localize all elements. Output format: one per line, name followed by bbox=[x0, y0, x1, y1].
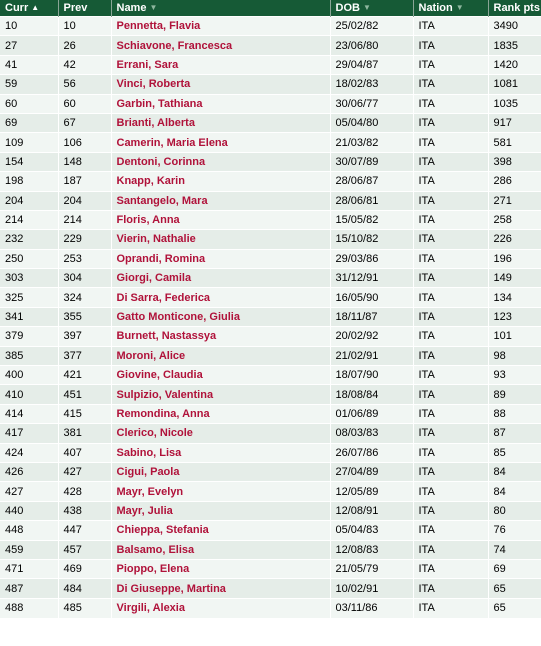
cell-curr-rank: 69 bbox=[0, 113, 58, 132]
sort-toggle-icon: ▼ bbox=[455, 3, 464, 12]
table-body bbox=[0, 17, 541, 618]
player-name-link[interactable]: Moroni, Alice bbox=[111, 346, 330, 365]
cell-curr-rank: 154 bbox=[0, 152, 58, 171]
sort-ascending-icon: ▲ bbox=[31, 3, 40, 12]
cell-curr-rank: 459 bbox=[0, 540, 58, 559]
cell-nation: ITA bbox=[413, 55, 488, 74]
cell-dob: 05/04/80 bbox=[330, 113, 413, 132]
table-row bbox=[0, 540, 541, 559]
column-header-rank-pts[interactable] bbox=[488, 0, 541, 17]
player-name-link[interactable]: Oprandi, Romina bbox=[111, 249, 330, 268]
cell-rank-points: 1420 bbox=[488, 55, 541, 74]
player-name-link[interactable]: Remondina, Anna bbox=[111, 404, 330, 423]
player-name-link[interactable]: Gatto Monticone, Giulia bbox=[111, 307, 330, 326]
cell-prev-rank: 397 bbox=[58, 327, 111, 346]
cell-rank-points: 226 bbox=[488, 230, 541, 249]
cell-curr-rank: 379 bbox=[0, 327, 58, 346]
cell-prev-rank: 469 bbox=[58, 559, 111, 578]
cell-nation: ITA bbox=[413, 249, 488, 268]
cell-rank-points: 87 bbox=[488, 424, 541, 443]
cell-nation: ITA bbox=[413, 482, 488, 501]
cell-dob: 31/12/91 bbox=[330, 269, 413, 288]
cell-curr-rank: 60 bbox=[0, 94, 58, 113]
cell-prev-rank: 56 bbox=[58, 75, 111, 94]
cell-curr-rank: 10 bbox=[0, 17, 58, 36]
player-name-link[interactable]: Chieppa, Stefania bbox=[111, 521, 330, 540]
table-row bbox=[0, 288, 541, 307]
cell-curr-rank: 27 bbox=[0, 36, 58, 55]
table-row bbox=[0, 249, 541, 268]
cell-rank-points: 1035 bbox=[488, 94, 541, 113]
player-name-link[interactable]: Vinci, Roberta bbox=[111, 75, 330, 94]
player-name-link[interactable]: Giorgi, Camila bbox=[111, 269, 330, 288]
player-name-link[interactable]: Floris, Anna bbox=[111, 210, 330, 229]
table-row bbox=[0, 269, 541, 288]
cell-rank-points: 98 bbox=[488, 346, 541, 365]
column-header-name[interactable] bbox=[111, 0, 330, 17]
table-row bbox=[0, 75, 541, 94]
cell-curr-rank: 414 bbox=[0, 404, 58, 423]
cell-curr-rank: 250 bbox=[0, 249, 58, 268]
table-row bbox=[0, 327, 541, 346]
cell-dob: 05/04/83 bbox=[330, 521, 413, 540]
cell-rank-points: 258 bbox=[488, 210, 541, 229]
player-name-link[interactable]: Pioppo, Elena bbox=[111, 559, 330, 578]
cell-prev-rank: 204 bbox=[58, 191, 111, 210]
cell-nation: ITA bbox=[413, 598, 488, 617]
cell-curr-rank: 426 bbox=[0, 462, 58, 481]
cell-dob: 10/02/91 bbox=[330, 579, 413, 598]
table-row bbox=[0, 366, 541, 385]
cell-curr-rank: 204 bbox=[0, 191, 58, 210]
cell-curr-rank: 385 bbox=[0, 346, 58, 365]
cell-dob: 16/05/90 bbox=[330, 288, 413, 307]
cell-dob: 30/07/89 bbox=[330, 152, 413, 171]
cell-rank-points: 134 bbox=[488, 288, 541, 307]
header-row bbox=[0, 0, 541, 17]
cell-dob: 23/06/80 bbox=[330, 36, 413, 55]
column-header-rank-pts-label: Rank pts bbox=[493, 2, 540, 14]
table-row bbox=[0, 152, 541, 171]
player-name-link[interactable]: Burnett, Nastassya bbox=[111, 327, 330, 346]
cell-prev-rank: 148 bbox=[58, 152, 111, 171]
cell-rank-points: 3490 bbox=[488, 17, 541, 36]
cell-rank-points: 80 bbox=[488, 501, 541, 520]
table-row bbox=[0, 404, 541, 423]
cell-curr-rank: 232 bbox=[0, 230, 58, 249]
cell-dob: 21/02/91 bbox=[330, 346, 413, 365]
cell-dob: 21/05/79 bbox=[330, 559, 413, 578]
cell-nation: ITA bbox=[413, 269, 488, 288]
cell-dob: 26/07/86 bbox=[330, 443, 413, 462]
cell-prev-rank: 427 bbox=[58, 462, 111, 481]
player-name-link[interactable]: Vierin, Nathalie bbox=[111, 230, 330, 249]
cell-dob: 15/10/82 bbox=[330, 230, 413, 249]
cell-prev-rank: 457 bbox=[58, 540, 111, 559]
cell-rank-points: 89 bbox=[488, 385, 541, 404]
cell-dob: 15/05/82 bbox=[330, 210, 413, 229]
cell-dob: 25/02/82 bbox=[330, 17, 413, 36]
table-row bbox=[0, 133, 541, 152]
player-name-link[interactable]: Errani, Sara bbox=[111, 55, 330, 74]
cell-curr-rank: 448 bbox=[0, 521, 58, 540]
cell-rank-points: 286 bbox=[488, 172, 541, 191]
cell-rank-points: 84 bbox=[488, 482, 541, 501]
player-name-link[interactable]: Schiavone, Francesca bbox=[111, 36, 330, 55]
cell-rank-points: 85 bbox=[488, 443, 541, 462]
cell-prev-rank: 484 bbox=[58, 579, 111, 598]
player-name-link[interactable]: Knapp, Karin bbox=[111, 172, 330, 191]
player-name-link[interactable]: Virgili, Alexia bbox=[111, 598, 330, 617]
cell-nation: ITA bbox=[413, 191, 488, 210]
cell-rank-points: 149 bbox=[488, 269, 541, 288]
table-row bbox=[0, 579, 541, 598]
cell-curr-rank: 325 bbox=[0, 288, 58, 307]
cell-nation: ITA bbox=[413, 230, 488, 249]
cell-rank-points: 581 bbox=[488, 133, 541, 152]
table-row bbox=[0, 501, 541, 520]
table-row bbox=[0, 36, 541, 55]
column-header-nation-label: Nation bbox=[418, 2, 453, 14]
table-row bbox=[0, 113, 541, 132]
cell-prev-rank: 381 bbox=[58, 424, 111, 443]
cell-nation: ITA bbox=[413, 501, 488, 520]
table-row bbox=[0, 424, 541, 443]
cell-rank-points: 101 bbox=[488, 327, 541, 346]
player-name-link[interactable]: Pennetta, Flavia bbox=[111, 17, 330, 36]
cell-dob: 28/06/87 bbox=[330, 172, 413, 191]
cell-nation: ITA bbox=[413, 17, 488, 36]
cell-prev-rank: 377 bbox=[58, 346, 111, 365]
cell-prev-rank: 253 bbox=[58, 249, 111, 268]
cell-dob: 18/11/87 bbox=[330, 307, 413, 326]
cell-nation: ITA bbox=[413, 133, 488, 152]
cell-dob: 12/08/83 bbox=[330, 540, 413, 559]
cell-curr-rank: 41 bbox=[0, 55, 58, 74]
table-row bbox=[0, 346, 541, 365]
cell-nation: ITA bbox=[413, 559, 488, 578]
cell-dob: 01/06/89 bbox=[330, 404, 413, 423]
cell-nation: ITA bbox=[413, 210, 488, 229]
player-name-link[interactable]: Di Giuseppe, Martina bbox=[111, 579, 330, 598]
cell-dob: 29/04/87 bbox=[330, 55, 413, 74]
table-row bbox=[0, 482, 541, 501]
cell-dob: 20/02/92 bbox=[330, 327, 413, 346]
cell-nation: ITA bbox=[413, 36, 488, 55]
cell-prev-rank: 324 bbox=[58, 288, 111, 307]
cell-rank-points: 65 bbox=[488, 598, 541, 617]
table-row bbox=[0, 443, 541, 462]
player-name-link[interactable]: Santangelo, Mara bbox=[111, 191, 330, 210]
cell-prev-rank: 229 bbox=[58, 230, 111, 249]
player-name-link[interactable]: Sabino, Lisa bbox=[111, 443, 330, 462]
cell-nation: ITA bbox=[413, 172, 488, 191]
column-header-dob-label: DOB bbox=[335, 2, 360, 14]
cell-rank-points: 84 bbox=[488, 462, 541, 481]
cell-rank-points: 74 bbox=[488, 540, 541, 559]
cell-nation: ITA bbox=[413, 113, 488, 132]
player-name-link[interactable]: Dentoni, Corinna bbox=[111, 152, 330, 171]
cell-rank-points: 271 bbox=[488, 191, 541, 210]
cell-dob: 03/11/86 bbox=[330, 598, 413, 617]
cell-prev-rank: 106 bbox=[58, 133, 111, 152]
table-row bbox=[0, 172, 541, 191]
cell-nation: ITA bbox=[413, 75, 488, 94]
player-name-link[interactable]: Clerico, Nicole bbox=[111, 424, 330, 443]
table-row bbox=[0, 598, 541, 617]
player-name-link[interactable]: Di Sarra, Federica bbox=[111, 288, 330, 307]
column-header-curr-label: Curr bbox=[5, 2, 29, 14]
table-row bbox=[0, 94, 541, 113]
cell-curr-rank: 440 bbox=[0, 501, 58, 520]
sort-toggle-icon: ▼ bbox=[362, 3, 371, 12]
cell-prev-rank: 428 bbox=[58, 482, 111, 501]
cell-dob: 18/07/90 bbox=[330, 366, 413, 385]
player-name-link[interactable]: Balsamo, Elisa bbox=[111, 540, 330, 559]
cell-prev-rank: 214 bbox=[58, 210, 111, 229]
column-header-curr[interactable] bbox=[0, 0, 58, 17]
player-name-link[interactable]: Brianti, Alberta bbox=[111, 113, 330, 132]
cell-curr-rank: 214 bbox=[0, 210, 58, 229]
cell-prev-rank: 421 bbox=[58, 366, 111, 385]
table-row bbox=[0, 307, 541, 326]
cell-nation: ITA bbox=[413, 579, 488, 598]
cell-rank-points: 76 bbox=[488, 521, 541, 540]
cell-prev-rank: 447 bbox=[58, 521, 111, 540]
player-name-link[interactable]: Camerin, Maria Elena bbox=[111, 133, 330, 152]
table-row bbox=[0, 191, 541, 210]
cell-dob: 28/06/81 bbox=[330, 191, 413, 210]
cell-curr-rank: 424 bbox=[0, 443, 58, 462]
table-row bbox=[0, 230, 541, 249]
cell-nation: ITA bbox=[413, 424, 488, 443]
cell-dob: 21/03/82 bbox=[330, 133, 413, 152]
column-header-prev-label: Prev bbox=[63, 2, 88, 14]
cell-dob: 29/03/86 bbox=[330, 249, 413, 268]
cell-prev-rank: 407 bbox=[58, 443, 111, 462]
cell-curr-rank: 488 bbox=[0, 598, 58, 617]
table-header bbox=[0, 0, 541, 17]
cell-nation: ITA bbox=[413, 327, 488, 346]
cell-prev-rank: 67 bbox=[58, 113, 111, 132]
player-name-link[interactable]: Mayr, Julia bbox=[111, 501, 330, 520]
cell-curr-rank: 109 bbox=[0, 133, 58, 152]
column-header-nation[interactable] bbox=[413, 0, 488, 17]
cell-nation: ITA bbox=[413, 540, 488, 559]
player-name-link[interactable]: Sulpizio, Valentina bbox=[111, 385, 330, 404]
table-row bbox=[0, 462, 541, 481]
cell-curr-rank: 341 bbox=[0, 307, 58, 326]
cell-prev-rank: 451 bbox=[58, 385, 111, 404]
cell-curr-rank: 400 bbox=[0, 366, 58, 385]
cell-nation: ITA bbox=[413, 462, 488, 481]
cell-rank-points: 123 bbox=[488, 307, 541, 326]
cell-curr-rank: 59 bbox=[0, 75, 58, 94]
cell-curr-rank: 427 bbox=[0, 482, 58, 501]
cell-curr-rank: 471 bbox=[0, 559, 58, 578]
cell-nation: ITA bbox=[413, 443, 488, 462]
cell-curr-rank: 417 bbox=[0, 424, 58, 443]
cell-nation: ITA bbox=[413, 521, 488, 540]
table-row bbox=[0, 521, 541, 540]
cell-prev-rank: 485 bbox=[58, 598, 111, 617]
cell-prev-rank: 355 bbox=[58, 307, 111, 326]
table-row bbox=[0, 210, 541, 229]
table-row bbox=[0, 55, 541, 74]
cell-dob: 18/02/83 bbox=[330, 75, 413, 94]
cell-dob: 08/03/83 bbox=[330, 424, 413, 443]
cell-nation: ITA bbox=[413, 307, 488, 326]
cell-nation: ITA bbox=[413, 152, 488, 171]
cell-nation: ITA bbox=[413, 346, 488, 365]
cell-rank-points: 1081 bbox=[488, 75, 541, 94]
cell-rank-points: 88 bbox=[488, 404, 541, 423]
cell-dob: 12/05/89 bbox=[330, 482, 413, 501]
cell-curr-rank: 198 bbox=[0, 172, 58, 191]
cell-prev-rank: 187 bbox=[58, 172, 111, 191]
cell-rank-points: 1835 bbox=[488, 36, 541, 55]
cell-curr-rank: 303 bbox=[0, 269, 58, 288]
cell-prev-rank: 304 bbox=[58, 269, 111, 288]
cell-rank-points: 65 bbox=[488, 579, 541, 598]
table-row bbox=[0, 385, 541, 404]
cell-rank-points: 398 bbox=[488, 152, 541, 171]
cell-dob: 30/06/77 bbox=[330, 94, 413, 113]
column-header-name-label: Name bbox=[116, 2, 147, 14]
sort-toggle-icon: ▼ bbox=[149, 3, 158, 12]
cell-prev-rank: 10 bbox=[58, 17, 111, 36]
cell-rank-points: 917 bbox=[488, 113, 541, 132]
cell-prev-rank: 415 bbox=[58, 404, 111, 423]
cell-curr-rank: 410 bbox=[0, 385, 58, 404]
cell-dob: 27/04/89 bbox=[330, 462, 413, 481]
cell-nation: ITA bbox=[413, 94, 488, 113]
cell-nation: ITA bbox=[413, 404, 488, 423]
table-row bbox=[0, 17, 541, 36]
player-name-link[interactable]: Cigui, Paola bbox=[111, 462, 330, 481]
cell-prev-rank: 438 bbox=[58, 501, 111, 520]
cell-dob: 18/08/84 bbox=[330, 385, 413, 404]
cell-prev-rank: 26 bbox=[58, 36, 111, 55]
column-header-dob[interactable] bbox=[330, 0, 413, 17]
cell-nation: ITA bbox=[413, 288, 488, 307]
player-name-link[interactable]: Garbin, Tathiana bbox=[111, 94, 330, 113]
cell-prev-rank: 42 bbox=[58, 55, 111, 74]
cell-rank-points: 93 bbox=[488, 366, 541, 385]
player-name-link[interactable]: Mayr, Evelyn bbox=[111, 482, 330, 501]
player-name-link[interactable]: Giovine, Claudia bbox=[111, 366, 330, 385]
column-header-prev[interactable] bbox=[58, 0, 111, 17]
cell-dob: 12/08/91 bbox=[330, 501, 413, 520]
cell-curr-rank: 487 bbox=[0, 579, 58, 598]
cell-prev-rank: 60 bbox=[58, 94, 111, 113]
table-row bbox=[0, 559, 541, 578]
cell-rank-points: 69 bbox=[488, 559, 541, 578]
cell-nation: ITA bbox=[413, 366, 488, 385]
cell-rank-points: 196 bbox=[488, 249, 541, 268]
cell-nation: ITA bbox=[413, 385, 488, 404]
